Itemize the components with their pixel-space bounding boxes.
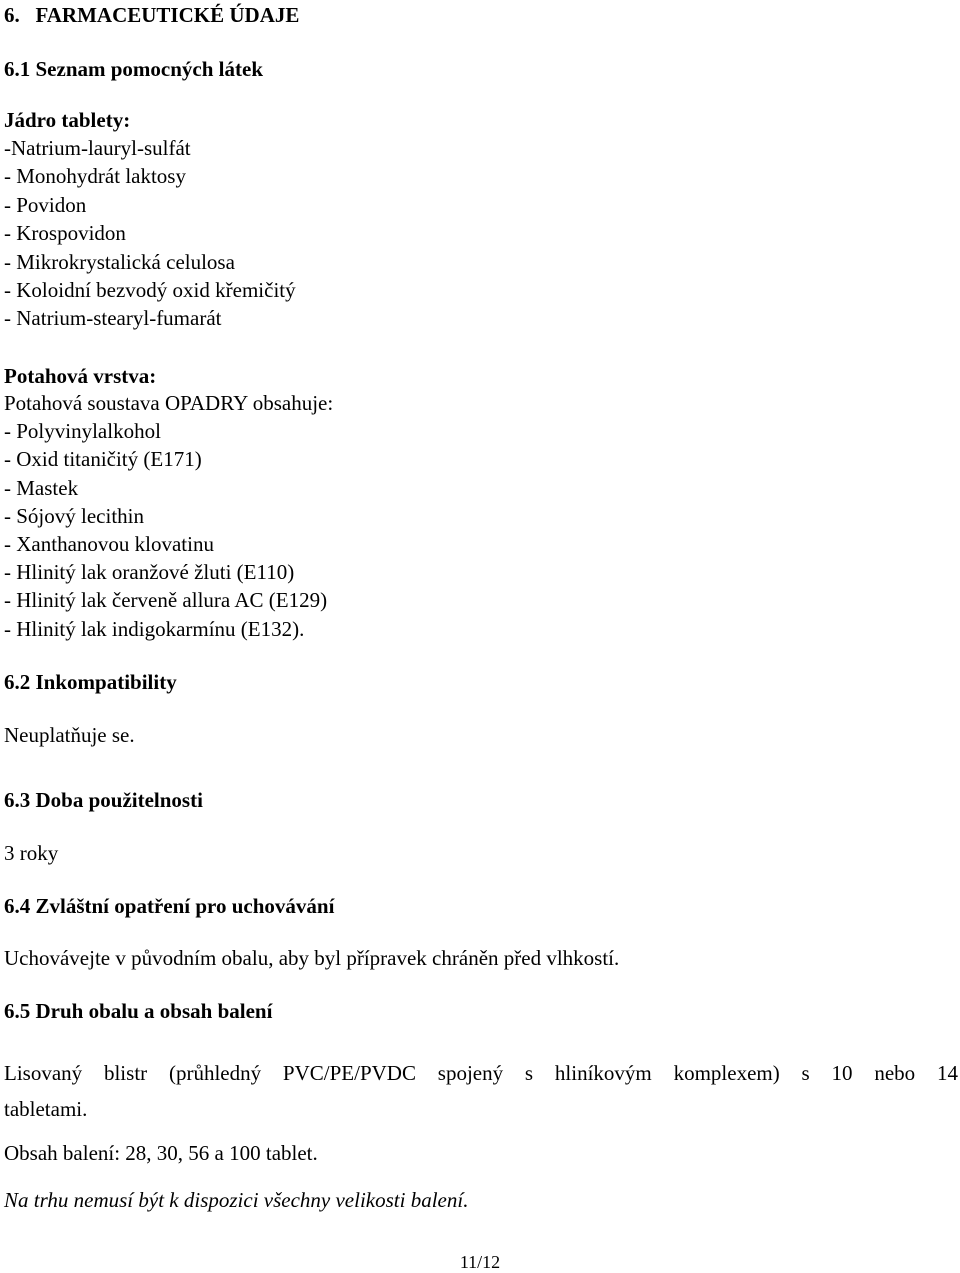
paragraph: 3 roky xyxy=(4,841,59,865)
list-item: - Koloidní bezvodý oxid křemičitý xyxy=(4,278,296,302)
list-item: - Povidon xyxy=(4,193,87,217)
availability-note: Na trhu nemusí být k dispozici všechny velikosti balení. xyxy=(4,1188,469,1212)
list-item: - Oxid titaničitý (E171) xyxy=(4,447,202,471)
coat-title: Potahová vrstva: xyxy=(4,364,157,388)
paragraph: Neuplatňuje se. xyxy=(4,723,135,747)
list-item: - Hlinitý lak oranžové žluti (E110) xyxy=(4,560,295,584)
subsection-heading-6-1: 6.1 Seznam pomocných látek xyxy=(4,57,263,81)
list-item: -Natrium-lauryl-sulfát xyxy=(4,136,191,160)
coat-intro: Potahová soustava OPADRY obsahuje: xyxy=(4,391,334,415)
subsection-heading-6-2: 6.2 Inkompatibility xyxy=(4,670,177,694)
subsection-heading-6-5: 6.5 Druh obalu a obsah balení xyxy=(4,999,273,1023)
subsection-heading-6-3: 6.3 Doba použitelnosti xyxy=(4,788,203,812)
core-title: Jádro tablety: xyxy=(4,108,131,132)
paragraph: Uchovávejte v původním obalu, aby byl přípravek chráněn před vlhkostí. xyxy=(4,946,620,970)
page-number: 11/12 xyxy=(459,1252,501,1272)
list-item: - Hlinitý lak indigokarmínu (E132). xyxy=(4,617,305,641)
list-item: - Xanthanovou klovatinu xyxy=(4,532,214,556)
list-item: - Mastek xyxy=(4,476,79,500)
subsection-heading-6-4: 6.4 Zvláštní opatření pro uchovávání xyxy=(4,894,335,918)
list-item: - Natrium-stearyl-fumarát xyxy=(4,306,222,330)
list-item: - Krospovidon xyxy=(4,221,126,245)
paragraph: tabletami. xyxy=(4,1097,88,1121)
pack-sizes: Obsah balení: 28, 30, 56 a 100 tablet. xyxy=(4,1141,318,1165)
list-item: - Monohydrát laktosy xyxy=(4,164,186,188)
list-item: - Mikrokrystalická celulosa xyxy=(4,250,235,274)
list-item: - Hlinitý lak červeně allura AC (E129) xyxy=(4,588,328,612)
section-heading: 6. FARMACEUTICKÉ ÚDAJE xyxy=(4,3,300,27)
paragraph: Lisovaný blistr (průhledný PVC/PE/PVDC spojený s hliníkovým komplexem) s 10 nebo 14 xyxy=(4,1061,958,1085)
list-item: - Polyvinylalkohol xyxy=(4,419,161,443)
list-item: - Sójový lecithin xyxy=(4,504,144,528)
